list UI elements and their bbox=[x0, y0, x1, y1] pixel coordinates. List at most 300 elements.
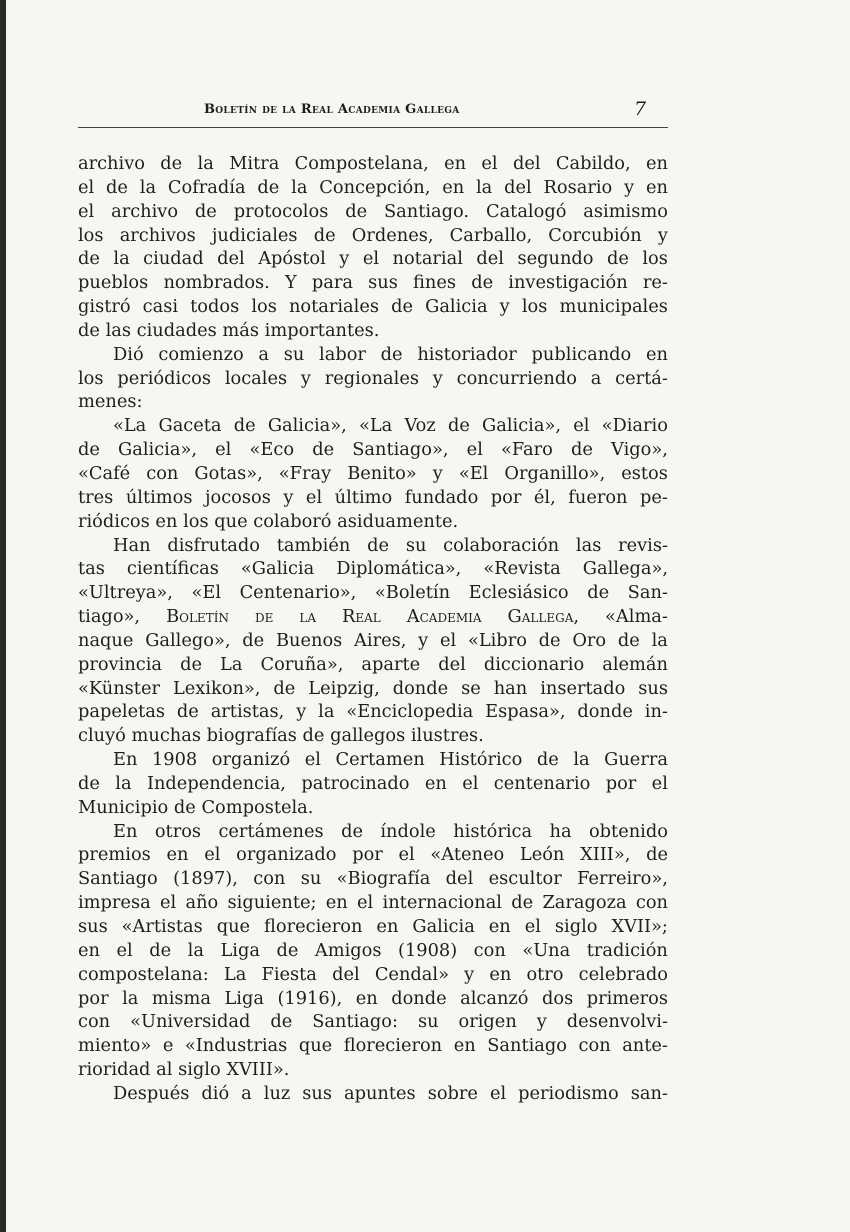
word: Centenario», bbox=[239, 582, 357, 604]
word: la bbox=[113, 248, 130, 270]
word: tres bbox=[78, 486, 114, 508]
text-line bbox=[78, 343, 668, 367]
text-line bbox=[78, 200, 668, 224]
word: pe- bbox=[640, 486, 668, 508]
word: biografías bbox=[206, 725, 297, 747]
word: su bbox=[283, 343, 305, 365]
word: Independencia, bbox=[146, 772, 286, 794]
word: certá- bbox=[615, 367, 668, 389]
word: «Boletín bbox=[374, 582, 451, 604]
word: ciudad bbox=[143, 248, 204, 270]
word: «El bbox=[191, 582, 222, 604]
word: con bbox=[146, 462, 179, 484]
word: a bbox=[241, 1082, 252, 1104]
word: revis- bbox=[618, 534, 668, 556]
word: donde bbox=[391, 987, 447, 1009]
word: «Ultreya», bbox=[78, 582, 173, 604]
word: Galicia», bbox=[267, 415, 347, 437]
word: donde bbox=[392, 677, 449, 699]
word: de bbox=[367, 534, 390, 556]
word: y bbox=[418, 629, 429, 651]
word: el bbox=[78, 176, 95, 198]
word: re- bbox=[642, 272, 668, 294]
word: disfrutado bbox=[167, 534, 260, 556]
word: Carballo, bbox=[449, 224, 533, 246]
word: «Ateneo bbox=[430, 844, 505, 866]
word: en bbox=[442, 176, 465, 198]
word: Compostela. bbox=[201, 796, 314, 818]
word: miento» bbox=[78, 1035, 152, 1057]
word: en bbox=[376, 916, 399, 937]
word: «Universidad bbox=[130, 1011, 251, 1033]
word: en bbox=[166, 844, 189, 866]
word: el bbox=[651, 772, 668, 794]
word: del bbox=[476, 248, 504, 270]
word: su bbox=[300, 868, 322, 890]
word: y bbox=[464, 963, 475, 985]
word: en bbox=[325, 892, 348, 914]
word: en bbox=[489, 963, 512, 985]
text-line bbox=[78, 534, 668, 558]
word: Liga bbox=[220, 939, 260, 961]
word: de bbox=[471, 272, 494, 294]
word: los bbox=[78, 367, 104, 389]
word: in- bbox=[644, 701, 668, 723]
word: casi bbox=[142, 296, 179, 318]
word: «Biografía bbox=[336, 868, 431, 890]
word: Voz bbox=[404, 415, 436, 437]
word: san- bbox=[630, 1082, 668, 1104]
word: y bbox=[283, 486, 294, 508]
word: primeros bbox=[586, 987, 668, 1009]
word: de bbox=[78, 319, 100, 341]
word: Ordenes, bbox=[351, 224, 434, 246]
word: de bbox=[571, 439, 593, 461]
page-number: 7 bbox=[634, 98, 647, 120]
word: archivos bbox=[119, 224, 196, 246]
word: Amigos bbox=[314, 939, 382, 961]
word: regionales bbox=[324, 367, 419, 389]
word: que bbox=[216, 916, 251, 937]
word: científicas bbox=[126, 558, 219, 580]
word: investigación bbox=[508, 272, 628, 294]
word: Santiago», bbox=[352, 439, 449, 461]
word: fundado bbox=[404, 486, 479, 508]
text-line bbox=[78, 438, 668, 462]
word: segundo bbox=[517, 248, 594, 270]
word: más bbox=[222, 319, 260, 341]
word: por bbox=[78, 987, 109, 1009]
text-line bbox=[78, 820, 668, 844]
word: con bbox=[473, 939, 506, 961]
word: dió bbox=[201, 1082, 230, 1104]
word: en bbox=[444, 153, 467, 174]
word: muchas bbox=[131, 725, 201, 747]
word: notarial bbox=[392, 248, 463, 270]
word: dos bbox=[541, 987, 574, 1009]
word: concurriendo bbox=[456, 367, 577, 389]
word: de bbox=[257, 176, 280, 198]
word: tas bbox=[78, 558, 105, 580]
word: en bbox=[424, 772, 447, 794]
word: sus bbox=[368, 272, 398, 294]
word: en bbox=[453, 1035, 476, 1057]
word: del bbox=[438, 653, 466, 675]
word: Santiago: bbox=[312, 1011, 398, 1033]
word: protocolos bbox=[233, 200, 329, 222]
word: sus bbox=[302, 1082, 332, 1104]
word: En bbox=[113, 820, 138, 842]
word: naque bbox=[78, 629, 134, 651]
text-line bbox=[78, 247, 668, 271]
word: Academia bbox=[406, 606, 482, 628]
word: asimismo bbox=[583, 200, 668, 222]
word: asiduamente. bbox=[337, 510, 459, 532]
word: el bbox=[462, 772, 479, 794]
word: que bbox=[214, 510, 248, 532]
word: Cendal» bbox=[374, 963, 449, 985]
word: patrocinado bbox=[301, 772, 410, 794]
word: de bbox=[345, 200, 368, 222]
word: su bbox=[405, 534, 427, 556]
word: y bbox=[296, 701, 307, 723]
text-line bbox=[78, 319, 668, 343]
word: «Enciclopedia bbox=[346, 701, 474, 723]
word: de bbox=[447, 415, 470, 437]
word: colaboró bbox=[253, 510, 332, 532]
word: Corcubión bbox=[548, 224, 642, 246]
word: «La bbox=[113, 415, 147, 437]
word: año bbox=[185, 892, 219, 914]
word: del bbox=[504, 176, 532, 198]
word: (1916), bbox=[277, 987, 343, 1009]
word: de bbox=[149, 939, 172, 961]
body-text bbox=[78, 152, 668, 1106]
word: (1897), bbox=[173, 868, 238, 890]
text-line bbox=[78, 796, 668, 820]
word: y bbox=[432, 367, 443, 389]
word: últimos bbox=[125, 486, 193, 508]
word: Santiago bbox=[78, 868, 158, 890]
text-line bbox=[78, 677, 668, 701]
word: de bbox=[78, 439, 100, 461]
text-line bbox=[78, 486, 668, 510]
text-line bbox=[78, 915, 668, 939]
word: siglo bbox=[178, 1059, 221, 1081]
text-line bbox=[78, 152, 668, 176]
word: organizado bbox=[236, 844, 337, 866]
word: Aires, bbox=[354, 629, 407, 651]
word: el bbox=[204, 844, 221, 866]
word: «La bbox=[358, 415, 393, 437]
word: importantes. bbox=[264, 319, 380, 341]
word: Después bbox=[113, 1082, 190, 1104]
text-line bbox=[78, 867, 668, 891]
word: del bbox=[332, 963, 360, 985]
word: «Café bbox=[78, 462, 131, 484]
word: a bbox=[258, 343, 269, 365]
text-line bbox=[78, 581, 668, 605]
word: Espasa», bbox=[485, 701, 566, 723]
word: de bbox=[511, 892, 534, 914]
word: Vigo», bbox=[611, 439, 668, 461]
word: Leipzig, bbox=[308, 677, 380, 699]
word: en bbox=[355, 987, 378, 1009]
word: en bbox=[645, 153, 668, 174]
text-line bbox=[78, 176, 668, 200]
word: Y bbox=[284, 272, 297, 294]
word: Apóstol bbox=[258, 248, 326, 270]
word: tiago», bbox=[78, 606, 141, 628]
text-line bbox=[78, 1010, 668, 1034]
word: para bbox=[311, 272, 353, 294]
word: la bbox=[299, 606, 316, 628]
word: de bbox=[270, 1011, 293, 1033]
word: de bbox=[273, 677, 296, 699]
word: a bbox=[590, 367, 602, 389]
word: XIII», bbox=[580, 844, 631, 866]
word: donde bbox=[577, 701, 633, 723]
word: «Galicia bbox=[240, 558, 315, 580]
word: Liga bbox=[224, 987, 264, 1009]
word: «Diario bbox=[601, 415, 668, 437]
word: apuntes bbox=[344, 1082, 416, 1104]
word: de bbox=[106, 176, 128, 198]
word: con bbox=[78, 1011, 111, 1033]
word: el bbox=[362, 248, 380, 270]
word: 1908 bbox=[151, 749, 198, 771]
word: las bbox=[105, 319, 131, 341]
word: siguiente; bbox=[227, 892, 317, 914]
word: (1908) bbox=[398, 939, 458, 961]
word: el bbox=[481, 153, 498, 174]
word: periodismo bbox=[518, 1082, 619, 1104]
word: misma bbox=[151, 987, 211, 1009]
word: los bbox=[251, 296, 277, 318]
word: compostelana: bbox=[78, 963, 209, 985]
word: florecieron bbox=[343, 1035, 443, 1057]
word: premios bbox=[78, 844, 151, 866]
word: en bbox=[155, 510, 178, 532]
word: el bbox=[215, 439, 232, 461]
word: la bbox=[476, 176, 493, 198]
word: Municipio bbox=[78, 796, 169, 818]
word: certámenes bbox=[218, 820, 324, 842]
word: el bbox=[78, 200, 95, 222]
word: impresa bbox=[78, 892, 151, 914]
word: el bbox=[439, 629, 457, 651]
word: archivo bbox=[78, 153, 145, 174]
word: de bbox=[160, 153, 183, 174]
word: «Una bbox=[522, 939, 571, 961]
word: «Faro bbox=[501, 439, 553, 461]
word: Gallega», bbox=[582, 558, 668, 580]
word: «Alma- bbox=[605, 606, 668, 628]
word: Coruña», bbox=[260, 653, 344, 675]
text-line bbox=[78, 748, 668, 772]
word: diccionario bbox=[483, 653, 585, 675]
word: sus bbox=[78, 916, 108, 937]
word: de bbox=[538, 629, 561, 651]
word: «Artistas bbox=[121, 916, 203, 937]
word: León bbox=[519, 844, 565, 866]
word: estos bbox=[621, 462, 668, 484]
text-line bbox=[78, 700, 668, 724]
word: los bbox=[183, 510, 209, 532]
word: que bbox=[298, 1035, 333, 1057]
word: Compostelana, bbox=[294, 153, 429, 174]
word: Rosario bbox=[543, 176, 613, 198]
word: por bbox=[490, 486, 522, 508]
word: nombrados. bbox=[163, 272, 270, 294]
word: de bbox=[233, 415, 256, 437]
word: por bbox=[605, 772, 637, 794]
scan-edge bbox=[0, 0, 6, 1232]
word: papeletas bbox=[78, 701, 165, 723]
word: En bbox=[113, 749, 138, 771]
text-line bbox=[78, 1058, 668, 1082]
text-line bbox=[78, 414, 668, 438]
word: Gallego», bbox=[145, 629, 231, 651]
word: Han bbox=[113, 534, 151, 556]
word: insertado bbox=[540, 677, 626, 699]
word: del bbox=[217, 248, 245, 270]
word: han bbox=[493, 677, 528, 699]
word: de bbox=[180, 653, 202, 675]
word: jocosos bbox=[205, 486, 271, 508]
word: la bbox=[318, 701, 335, 723]
word: sus bbox=[638, 677, 668, 699]
word: la bbox=[115, 772, 132, 794]
word: el bbox=[573, 415, 590, 437]
word: ha bbox=[549, 820, 572, 842]
word: Real bbox=[341, 606, 381, 628]
word: el bbox=[159, 892, 177, 914]
text-line bbox=[78, 772, 668, 796]
word: en bbox=[488, 916, 511, 937]
word: celebrado bbox=[578, 963, 668, 985]
word: de bbox=[254, 606, 274, 628]
word: artistas, bbox=[210, 701, 285, 723]
word: los bbox=[78, 224, 104, 246]
word: de bbox=[380, 343, 403, 365]
word: escultor bbox=[488, 868, 562, 890]
word: Boletín bbox=[166, 606, 229, 628]
word: de bbox=[313, 224, 336, 246]
word: Cabildo, bbox=[555, 153, 631, 174]
word: «Fray bbox=[278, 462, 332, 484]
word: en bbox=[645, 343, 668, 365]
word: el bbox=[466, 439, 483, 461]
word: rioridad bbox=[78, 1059, 151, 1081]
word: la bbox=[197, 153, 214, 174]
word: luz bbox=[263, 1082, 291, 1104]
word: ilustres. bbox=[410, 725, 484, 747]
word: labor bbox=[319, 343, 366, 365]
text-line bbox=[78, 1082, 668, 1106]
word: de bbox=[173, 796, 196, 818]
header-rule bbox=[78, 127, 668, 128]
text-line bbox=[78, 939, 668, 963]
word: alcanzó bbox=[460, 987, 529, 1009]
word: de bbox=[194, 200, 217, 222]
word: Santiago bbox=[487, 1035, 567, 1057]
word: la bbox=[573, 749, 590, 771]
word: y bbox=[657, 224, 668, 246]
text-line bbox=[78, 462, 668, 486]
word: las bbox=[575, 534, 602, 556]
word: todos bbox=[190, 296, 240, 318]
word: el bbox=[305, 486, 323, 508]
word: alemán bbox=[602, 653, 668, 675]
word: sobre bbox=[427, 1082, 478, 1104]
word: la bbox=[291, 176, 308, 198]
word: municipales bbox=[559, 296, 668, 318]
word: por bbox=[352, 844, 383, 866]
text-line bbox=[78, 390, 668, 414]
word: Concepción, bbox=[319, 176, 431, 198]
word: la bbox=[139, 176, 157, 198]
word: de bbox=[606, 248, 629, 270]
word: «Revista bbox=[483, 558, 561, 580]
word: se bbox=[461, 677, 481, 699]
word: y bbox=[624, 176, 635, 198]
word: Gallega, bbox=[507, 606, 580, 628]
word: fines bbox=[413, 272, 457, 294]
word: ciudades bbox=[136, 319, 217, 341]
word: cluyó bbox=[78, 725, 126, 747]
word: Galicia bbox=[412, 916, 475, 937]
text-line bbox=[78, 271, 668, 295]
word: fueron bbox=[568, 486, 628, 508]
word: Benito» bbox=[347, 462, 417, 484]
word: índole bbox=[380, 820, 436, 842]
word: periódicos bbox=[117, 367, 211, 389]
word: último bbox=[334, 486, 393, 508]
word: La bbox=[220, 653, 243, 675]
word: el bbox=[489, 1082, 507, 1104]
word: Cofradía bbox=[167, 176, 246, 198]
word: gistró bbox=[78, 296, 131, 318]
word: Fiesta bbox=[261, 963, 317, 985]
word: Galicia», bbox=[482, 415, 561, 437]
word: Mitra bbox=[229, 153, 280, 174]
word: de bbox=[276, 939, 299, 961]
text-line bbox=[78, 653, 668, 677]
word: con bbox=[578, 1035, 611, 1057]
word: aparte bbox=[361, 653, 421, 675]
text-line bbox=[78, 1034, 668, 1058]
word: Diplomática», bbox=[336, 558, 462, 580]
word: Catalogó bbox=[485, 200, 567, 222]
word: los bbox=[642, 248, 668, 270]
word: los bbox=[521, 296, 548, 318]
word: la bbox=[187, 939, 204, 961]
word: Histórico bbox=[439, 749, 523, 771]
word: florecieron bbox=[264, 916, 363, 937]
word: otro bbox=[526, 963, 564, 985]
word: judiciales bbox=[211, 224, 298, 246]
word: notariales bbox=[288, 296, 379, 318]
word: el bbox=[524, 916, 541, 937]
word: historiador bbox=[417, 343, 517, 365]
word: «Libro bbox=[467, 629, 527, 651]
word: y bbox=[300, 367, 311, 389]
word: otros bbox=[154, 820, 202, 842]
word: de bbox=[536, 749, 559, 771]
word: el bbox=[357, 892, 374, 914]
word: San- bbox=[627, 582, 668, 604]
